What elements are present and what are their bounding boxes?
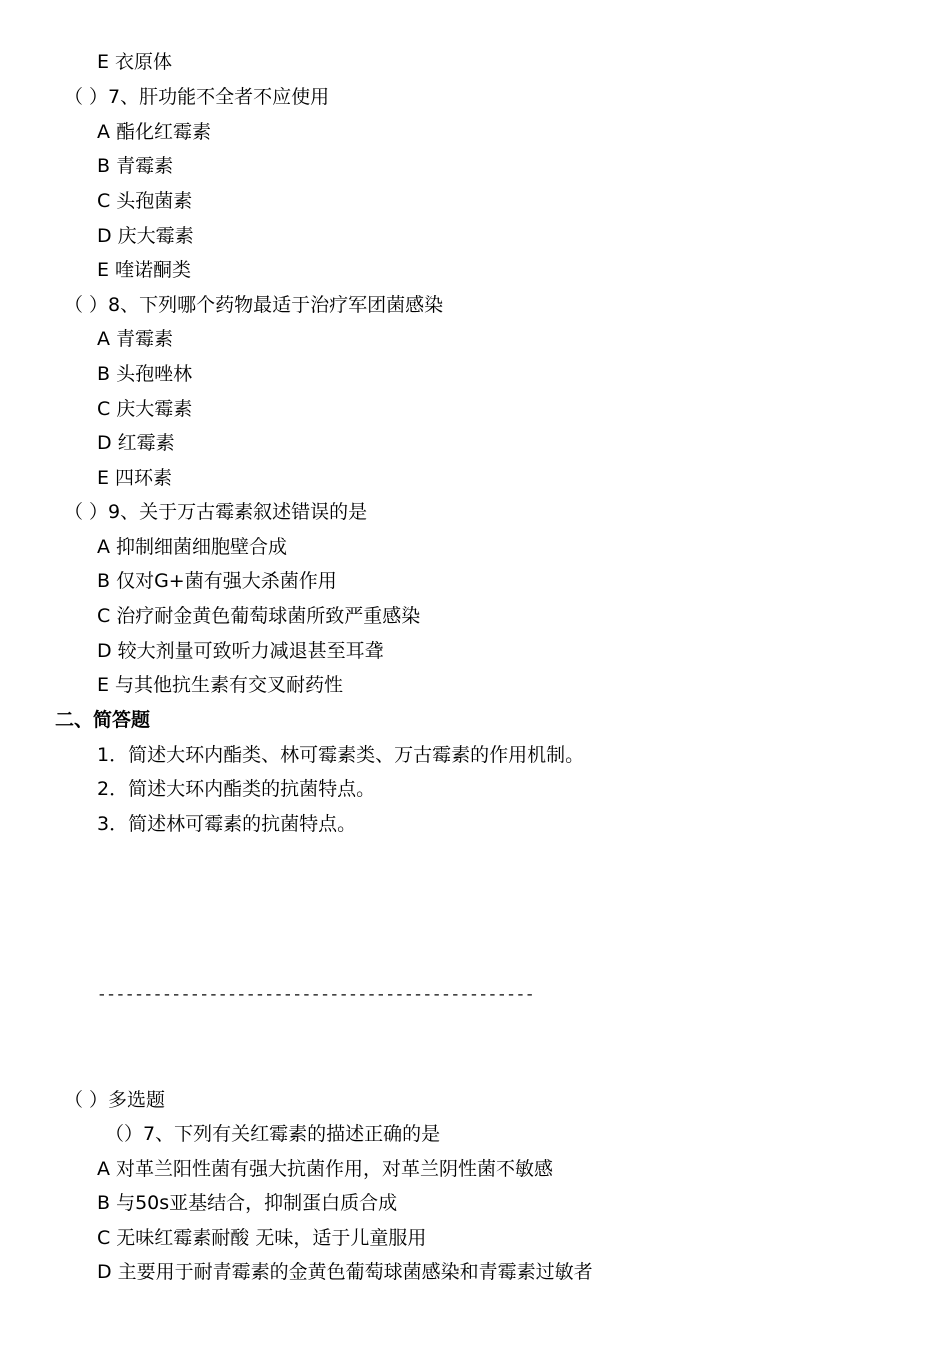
multi-question-7: （）7、下列有关红霉素的描述正确的是	[105, 1123, 441, 1145]
question-8: （ ）8、下列哪个药物最适于治疗军团菌感染	[64, 294, 444, 316]
multi-option-d: D 主要用于耐青霉素的金黄色葡萄球菌感染和青霉素过敏者	[97, 1261, 593, 1283]
question-7-option-c: C 头孢菌素	[97, 190, 193, 212]
question-7: （ ）7、肝功能不全者不应使用	[64, 86, 330, 108]
question-7-option-a: A 酯化红霉素	[97, 121, 212, 143]
multi-choice-heading: （ ）多选题	[64, 1089, 166, 1111]
multi-option-b: B 与50s亚基结合，抑制蛋白质合成	[97, 1192, 398, 1214]
question-7-option-e: E 喹诺酮类	[97, 259, 192, 281]
question-9-option-c: C 治疗耐金黄色葡萄球菌所致严重感染	[97, 605, 421, 627]
option-e-chlamydia: E 衣原体	[97, 51, 173, 73]
section-heading-short-answer: 二、简答题	[55, 709, 151, 731]
question-8-option-d: D 红霉素	[97, 432, 175, 454]
multi-option-c: C 无味红霉素耐酸 无味，适于儿童服用	[97, 1227, 427, 1249]
question-9-option-b: B 仅对G+菌有强大杀菌作用	[97, 570, 337, 592]
question-9-option-a: A 抑制细菌细胞壁合成	[97, 536, 288, 558]
question-9-option-e: E 与其他抗生素有交叉耐药性	[97, 674, 344, 696]
question-8-option-c: C 庆大霉素	[97, 398, 193, 420]
separator-line: -----------------------------------------------	[97, 986, 535, 1004]
short-answer-item-3: 3．简述林可霉素的抗菌特点。	[97, 813, 357, 835]
question-7-option-b: B 青霉素	[97, 155, 174, 177]
short-answer-item-2: 2．简述大环内酯类的抗菌特点。	[97, 778, 376, 800]
question-8-option-e: E 四环素	[97, 467, 173, 489]
multi-option-a: A 对革兰阳性菌有强大抗菌作用，对革兰阴性菌不敏感	[97, 1158, 554, 1180]
question-7-option-d: D 庆大霉素	[97, 225, 194, 247]
question-8-option-a: A 青霉素	[97, 328, 174, 350]
question-8-option-b: B 头孢唑林	[97, 363, 193, 385]
short-answer-item-1: 1．简述大环内酯类、林可霉素类、万古霉素的作用机制。	[97, 744, 585, 766]
question-9: （ ）9、关于万古霉素叙述错误的是	[64, 501, 368, 523]
question-9-option-d: D 较大剂量可致听力减退甚至耳聋	[97, 640, 384, 662]
